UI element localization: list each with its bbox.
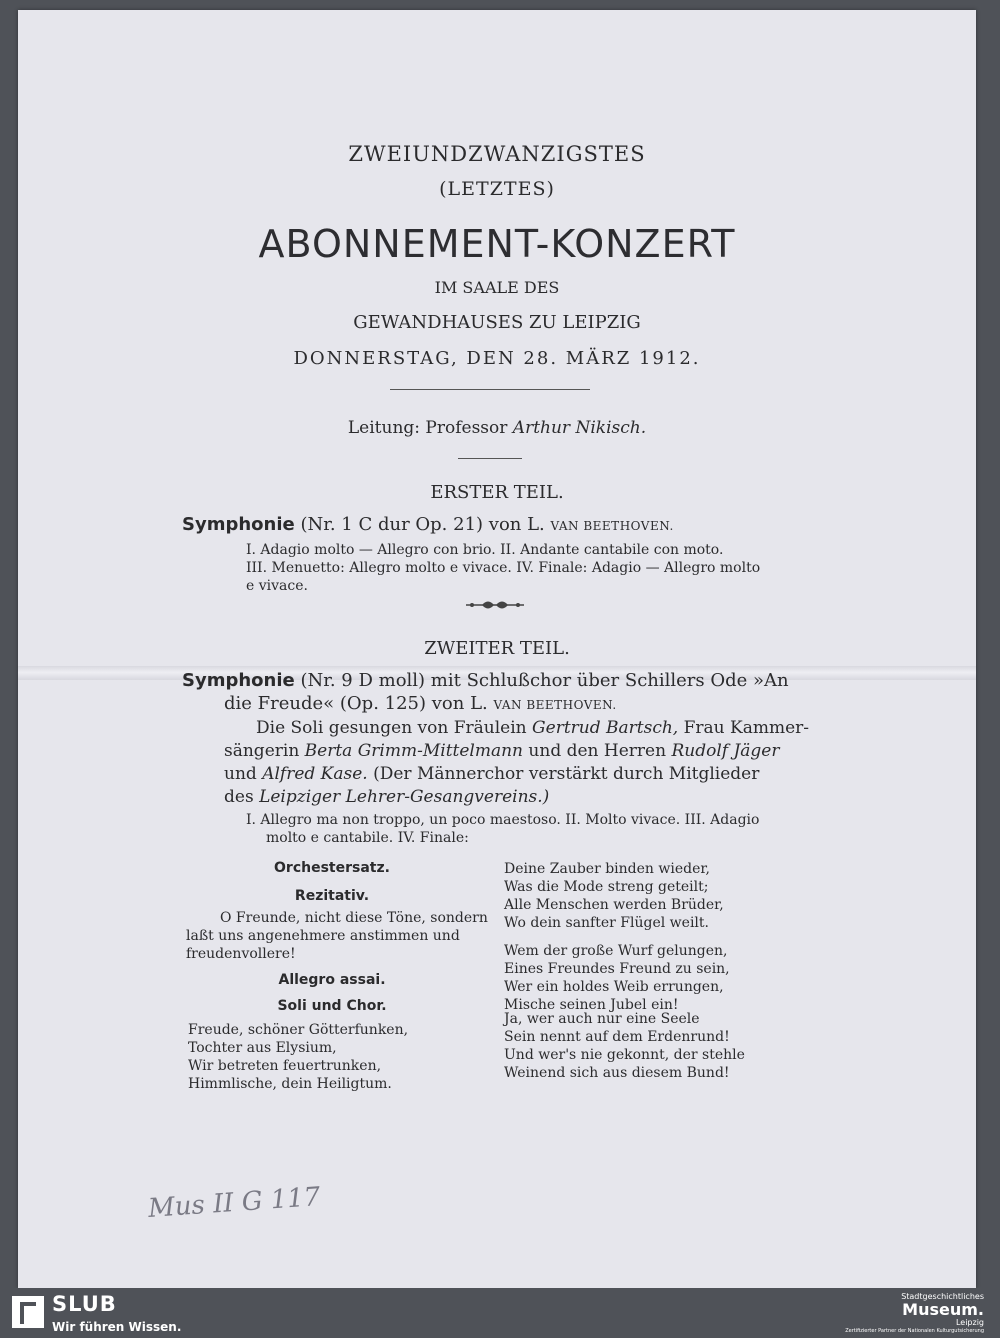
composer: VAN BEETHOVEN. [493,698,617,712]
soli-text: und den Herren [528,741,667,761]
verse-stanza-1 [504,860,724,932]
choir-name: Leipziger Lehrer-Gesangvereins.) [259,787,550,807]
verse-line: Wir betreten feuertrunken, [188,1058,382,1074]
verse-line: Und wer's nie gekonnt, der stehle [504,1047,745,1063]
soloist-name: Alfred Kase. [262,764,368,784]
part2-heading: ZWEITER TEIL. [424,638,570,659]
part2-work [182,670,789,691]
concert-title: ABONNEMENT-KONZERT [258,222,736,266]
recitative-line: laßt uns angenehmere anstimmen und [186,928,460,944]
ornament-icon [464,597,526,613]
soli-text: Frau Kammer- [683,718,810,738]
verse-line: Wer ein holdes Weib errungen, [504,979,724,995]
divider [458,458,522,459]
partner-city: Leipzig [955,1318,984,1327]
header-line4: GEWANDHAUSES ZU LEIPZIG [353,312,641,333]
part2-movements-2: molto e cantabile. IV. Finale: [266,830,469,846]
partner-cert: Zertifizierter Partner der Nationalen Kulturgutsicherung [845,1328,984,1334]
shelfmark-handwritten: Mus II G 117 [147,1182,322,1224]
work-detail-2: die Freude« (Op. 125) von L. [224,693,488,714]
soli-text: Die Soli gesungen von Fräulein [256,718,527,738]
slub-brand[interactable]: SLUB [52,1292,117,1316]
verse-line: Wem der große Wurf gelungen, [504,943,728,959]
footer-bar [0,1288,1000,1338]
conductor-name: Arthur Nikisch. [512,418,647,438]
soli-line3 [224,764,759,784]
soli-text: sängerin [224,741,300,761]
header-line3: IM SAALE DES [434,278,560,297]
conductor-prefix: Leitung: Professor [347,418,508,438]
slub-tagline: Wir führen Wissen. [52,1320,182,1334]
verse-line: Himmlische, dein Heiligtum. [188,1076,392,1092]
work-label: Symphonie [182,670,295,691]
text-soli-und-chor: Soli und Chor. [277,998,387,1014]
header-line2: (LETZTES) [439,178,555,200]
verse-stanza-2 [504,942,730,1014]
soloist-name: Berta Grimm-Mittelmann [304,741,524,761]
verse-line: Eines Freundes Freund zu sein, [504,961,730,977]
recitative-line: freudenvollere! [186,946,296,962]
verse-line: Alle Menschen werden Brüder, [504,897,724,913]
part2-movements-1: I. Allegro ma non troppo, un poco maestoso. II. Molto vivace. III. Adagio [246,812,760,828]
work-label: Symphonie [182,514,295,535]
partner-name[interactable]: Museum. [902,1300,984,1319]
part1-heading: ERSTER TEIL. [430,482,564,503]
conductor-line [18,418,976,438]
soloist-name: Gertrud Bartsch, [532,718,679,738]
soloist-name: Rudolf Jäger [671,741,780,761]
recitative-line: O Freunde, nicht diese Töne, sondern [220,910,488,926]
soli-line2 [224,741,780,761]
verse-line: Weinend sich aus diesem Bund! [504,1065,730,1081]
work-detail: (Nr. 1 C dur Op. 21) von L. [300,514,545,535]
text-allegro-assai: Allegro assai. [278,972,386,988]
text-orchestersatz: Orchestersatz. [274,860,390,876]
soli-text: des [224,787,254,807]
slub-logo-icon [12,1296,44,1328]
verse-stanza-3 [504,1010,745,1082]
verse-line: Mische seinen Jubel ein! [504,997,679,1013]
composer: VAN BEETHOVEN. [550,519,674,533]
partner-label: Stadtgeschichtliches [901,1292,984,1301]
verse-line: Ja, wer auch nur eine Seele [504,1011,700,1027]
program-sheet [18,10,976,1288]
verse-line: Wo dein sanfter Flügel weilt. [504,915,709,931]
part1-movements-2: III. Menuetto: Allegro molto e vivace. IV. Finale: Adagio — Allegro molto [246,560,761,576]
soli-line1 [256,718,809,738]
concert-date: DONNERSTAG, DEN 28. MÄRZ 1912. [293,348,701,369]
soli-line4 [224,787,549,807]
verse-line: Freude, schöner Götterfunken, [188,1022,409,1038]
part1-movements-3: e vivace. [246,578,308,594]
verse-line: Tochter aus Elysium, [188,1040,337,1056]
divider [390,389,590,390]
part1-work [182,514,674,535]
soli-text: (Der Männerchor verstärkt durch Mitglieder [373,764,760,784]
verse-line: Was die Mode streng geteilt; [504,879,709,895]
text-rezitativ: Rezitativ. [294,888,370,904]
verse-line: Deine Zauber binden wieder, [504,861,710,877]
soli-text: und [224,764,257,784]
header-line1: ZWEIUNDZWANZIGSTES [348,142,646,166]
work-detail: (Nr. 9 D moll) mit Schlußchor über Schillers Ode »An [300,670,789,691]
part2-work-2 [224,693,617,714]
part1-movements-1: I. Adagio molto — Allegro con brio. II. Andante cantabile con moto. [246,542,724,558]
verse-line: Sein nennt auf dem Erdenrund! [504,1029,730,1045]
